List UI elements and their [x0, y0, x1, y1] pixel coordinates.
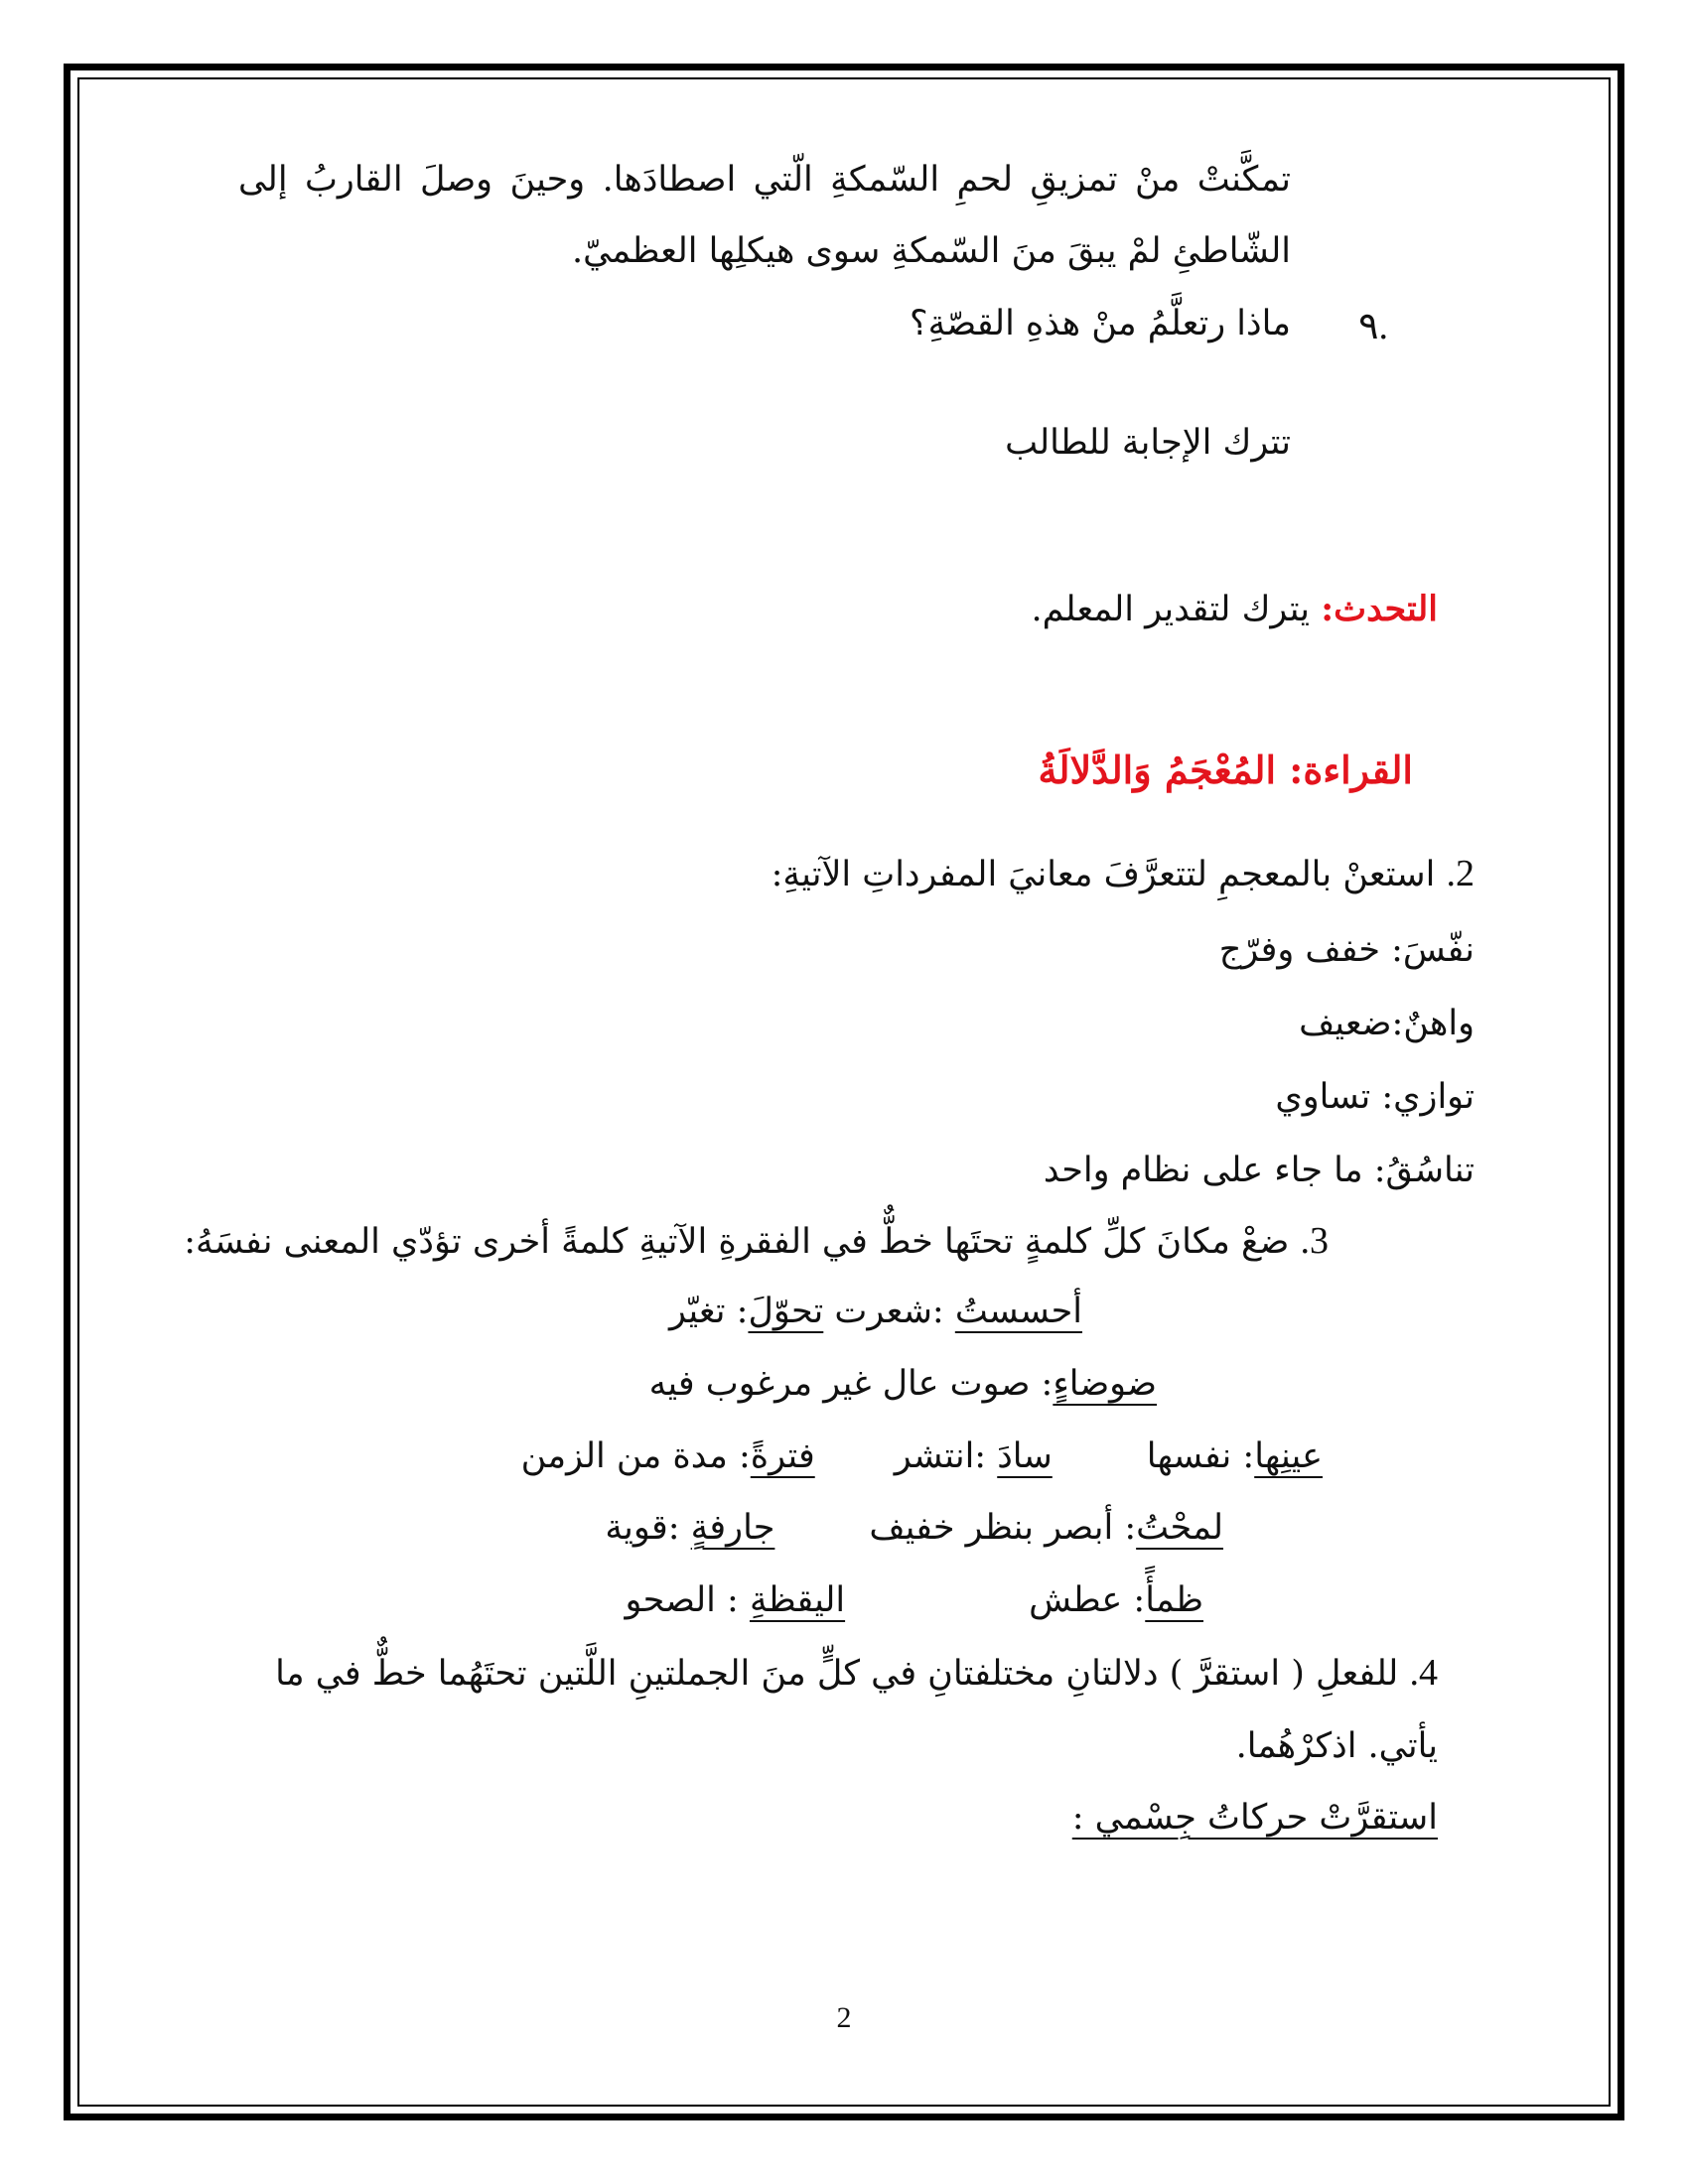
speaking-section [1031, 589, 1438, 630]
synonym-meaning: : عطش [1029, 1580, 1146, 1620]
underlined-word: فترةً [750, 1436, 815, 1476]
synonym-meaning: : أبصر بنظر خفيف [869, 1508, 1137, 1548]
underlined-word: أحسستُ [954, 1292, 1082, 1331]
question-3-number: 3. [1300, 1220, 1329, 1262]
underlined-word: جارفةٍ [690, 1508, 775, 1548]
question-9-number: .٩ [1358, 306, 1388, 347]
story-line-1: تمكَّنتْ منْ تمزيقِ لحمِ السّمكةِ الّتي اصطادَها. وحينَ وصلَ القاربُ إلى [238, 160, 1291, 200]
underlined-word: لمحْتُ [1136, 1508, 1223, 1548]
reading-heading: القراءة: المُعْجَمُ وَالدَّلالَةُ [1038, 748, 1413, 792]
vocab-item: تناسُقُ: ما جاء على نظام واحد [1043, 1151, 1475, 1190]
underlined-word: تحوّلَ [748, 1292, 824, 1331]
question-3 [184, 1219, 1329, 1265]
speaking-text: يترك لتقدير المعلم. [1031, 590, 1311, 629]
question-3-text: ضعْ مكانَ كلِّ كلمةٍ تحتَها خطٌّ في الفقرةِ الآتيةِ كلمةً أخرى تؤدّي المعنى نفسَهُ: [184, 1222, 1290, 1262]
synonym-meaning: : تغيّر [669, 1292, 749, 1331]
vocab-item: نفّسَ: خفف وفرّج [1218, 930, 1475, 970]
question-9-answer: تترك الإجابة للطالب [1005, 423, 1291, 463]
question-9-text: ماذا رتعلَّمُ منْ هذهِ القصّةِ؟ [910, 304, 1291, 343]
synonym-meaning: :شعرت [823, 1292, 955, 1331]
question-4-line-1 [275, 1651, 1438, 1697]
question-2 [772, 852, 1475, 897]
synonym-meaning: : نفسها [1146, 1436, 1255, 1476]
story-line-2: الشّاطئِ لمْ يبقَ منَ السّمكةِ سوى هيكلِها العظميّ. [571, 231, 1291, 271]
underlined-word: اليقظةِ [749, 1580, 846, 1620]
question-4-line-2: يأتي. اذكرْهُما. [1235, 1726, 1438, 1766]
synonym-meaning: : مدة من الزمن [520, 1436, 751, 1476]
synonym-row-3 [521, 1435, 1323, 1477]
synonym-meaning: :انتشر [894, 1436, 998, 1476]
question-4-text: للفعلِ ( استقرَّ ) دلالتانِ مختلفتانِ في كلٍّ منَ الجملتينِ اللَّتين تحتَهُما خطٌّ في ما [275, 1654, 1399, 1694]
synonym-row-2 [649, 1363, 1157, 1405]
synonym-row-4 [605, 1507, 1223, 1549]
question-2-text: استعنْ بالمعجمِ لتتعرَّفَ معانيَ المفرداتِ الآتيةِ: [771, 855, 1436, 894]
speaking-label: التحدث: [1321, 589, 1438, 629]
question-4-number: 4. [1409, 1652, 1438, 1694]
synonym-row-1 [669, 1291, 1082, 1332]
synonym-meaning: : صوت عال غير مرغوب فيه [648, 1364, 1054, 1404]
vocab-item: توازي: تساوي [1275, 1077, 1475, 1117]
page-number: 2 [836, 2001, 852, 2034]
question-4-sentence: استقرَّتْ حركاتُ جِسْمي : [1071, 1798, 1438, 1838]
underlined-word: عينِها [1254, 1436, 1323, 1476]
underlined-word: ظمأً [1145, 1580, 1203, 1620]
synonym-row-5 [625, 1579, 1203, 1621]
underlined-word: سادَ [997, 1436, 1053, 1476]
synonym-meaning: :قوية [605, 1508, 691, 1548]
underlined-word: ضوضاءٍ [1053, 1364, 1157, 1404]
question-2-number: 2. [1446, 853, 1475, 894]
synonym-meaning: : الصحو [625, 1580, 750, 1620]
vocab-item: واهنٌ:ضعيف [1299, 1004, 1475, 1043]
